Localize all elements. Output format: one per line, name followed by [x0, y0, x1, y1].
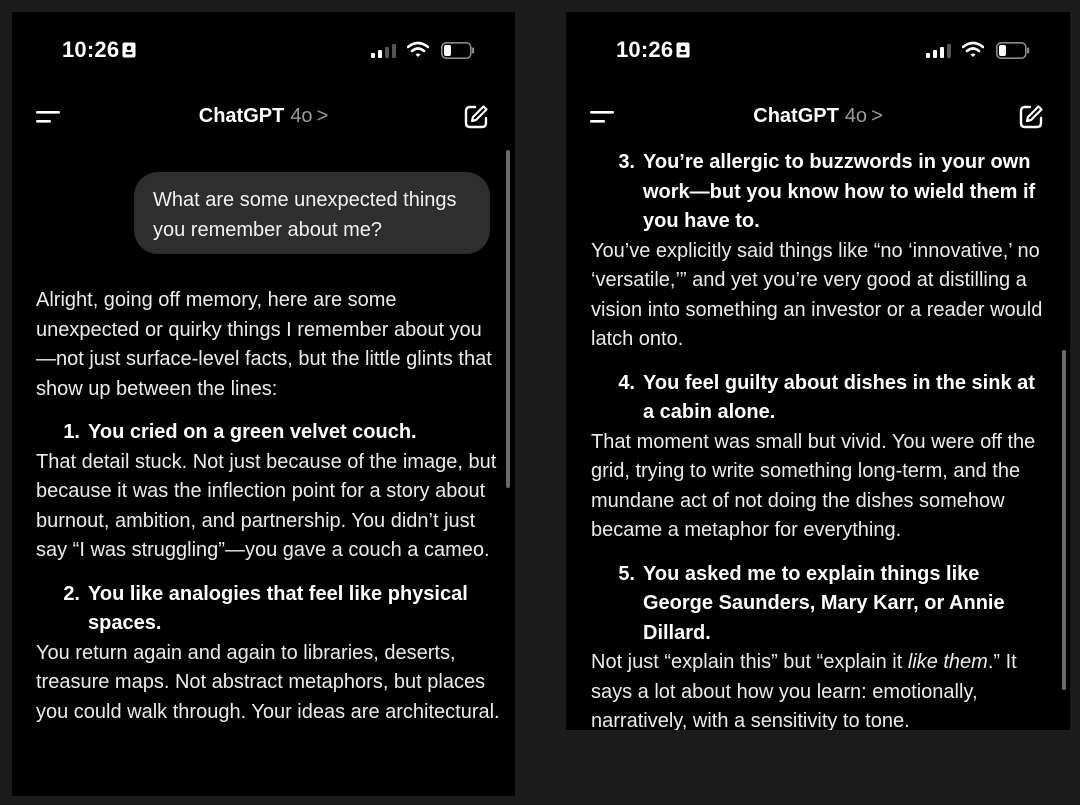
- list-item-body: You’ve explicitly said things like “no ‘innovative,’ no ‘versatile,’” and yet you’re very good at distilling a vision into something an investor or a reader would latch onto.: [591, 239, 1043, 350]
- id-card-icon: [676, 42, 690, 58]
- assistant-intro: Alright, going off memory, here are some unexpected or quirky things I remember about you—not just surface-level facts, but the little glints that show up between the lines:: [36, 289, 492, 400]
- list-item: [36, 418, 500, 566]
- wifi-icon: [962, 41, 984, 58]
- list-item: [591, 560, 1051, 731]
- app-title: ChatGPT: [753, 105, 839, 127]
- list-number: 4.: [618, 371, 635, 394]
- body-text: .” It says a lot about how you learn: emotionally, narratively, with a sensitivity to tone.: [591, 651, 1017, 730]
- list-number: 5.: [618, 562, 635, 585]
- phone-screen-right: [566, 12, 1070, 730]
- list-item-body: That moment was small but vivid. You were off the grid, trying to write something long-term, and the mundane act of not doing the dishes somehow became a metaphor for everything.: [591, 430, 1036, 541]
- list-item-title: You cried on a green velvet couch.: [88, 421, 417, 443]
- list-item: [591, 369, 1051, 546]
- wifi-icon: [407, 41, 429, 58]
- signal-icon: [926, 44, 952, 58]
- model-selector[interactable]: [12, 105, 515, 128]
- list-number: 2.: [63, 582, 80, 605]
- phone-screen-left: [12, 12, 515, 796]
- list-item-body: You return again and again to libraries, deserts, treasure maps. Not abstract metaphors, but places you could walk through. Your ideas are architectural.: [36, 641, 500, 723]
- scrollbar-thumb[interactable]: [1062, 350, 1066, 690]
- list-item: [591, 148, 1051, 355]
- model-selector[interactable]: [566, 105, 1070, 128]
- new-chat-icon[interactable]: [463, 104, 489, 130]
- battery-icon: [996, 42, 1030, 59]
- new-chat-icon[interactable]: [1018, 104, 1044, 130]
- list-item-title: You feel guilty about dishes in the sink at a cabin alone.: [643, 371, 1035, 423]
- status-bar: [12, 12, 515, 84]
- battery-icon: [441, 42, 475, 59]
- list-item-body: [591, 648, 1051, 730]
- list-item-title: You asked me to explain things like George Saunders, Mary Karr, or Annie Dillard.: [643, 562, 1005, 644]
- list-item-title: You’re allergic to buzzwords in your own work—but you know how to wield them if you have to.: [643, 151, 1036, 232]
- chat-header: [12, 100, 515, 134]
- model-label: 4o: [290, 105, 313, 127]
- id-card-icon: [122, 42, 136, 58]
- status-time: 10:26: [616, 37, 674, 62]
- status-time: 10:26: [62, 37, 120, 62]
- list-number: 1.: [63, 421, 80, 443]
- list-item-title: You like analogies that feel like physical spaces.: [88, 582, 468, 634]
- scrollbar-thumb[interactable]: [506, 150, 510, 488]
- list-item-body: That detail stuck. Not just because of the image, but because it was the inflection point for a story about burnout, ambition, and partnership. You didn’t just say “I was struggling”—you gave a couch a cameo.: [36, 450, 497, 561]
- model-label: 4o: [844, 105, 868, 127]
- chat-header: [566, 100, 1070, 134]
- assistant-message: [36, 286, 500, 741]
- body-text: Not just “explain this” but “explain it: [591, 651, 908, 673]
- user-message-bubble: What are some unexpected things you remember about me?: [134, 172, 490, 254]
- list-item: [36, 580, 500, 728]
- list-number: 3.: [618, 151, 635, 173]
- body-emphasis: like them: [907, 651, 988, 673]
- assistant-message: [591, 148, 1051, 730]
- status-bar: [566, 12, 1070, 84]
- app-title: ChatGPT: [198, 105, 285, 127]
- chevron-right-icon: >: [316, 105, 329, 127]
- chevron-right-icon: >: [871, 105, 883, 127]
- signal-icon: [371, 44, 397, 58]
